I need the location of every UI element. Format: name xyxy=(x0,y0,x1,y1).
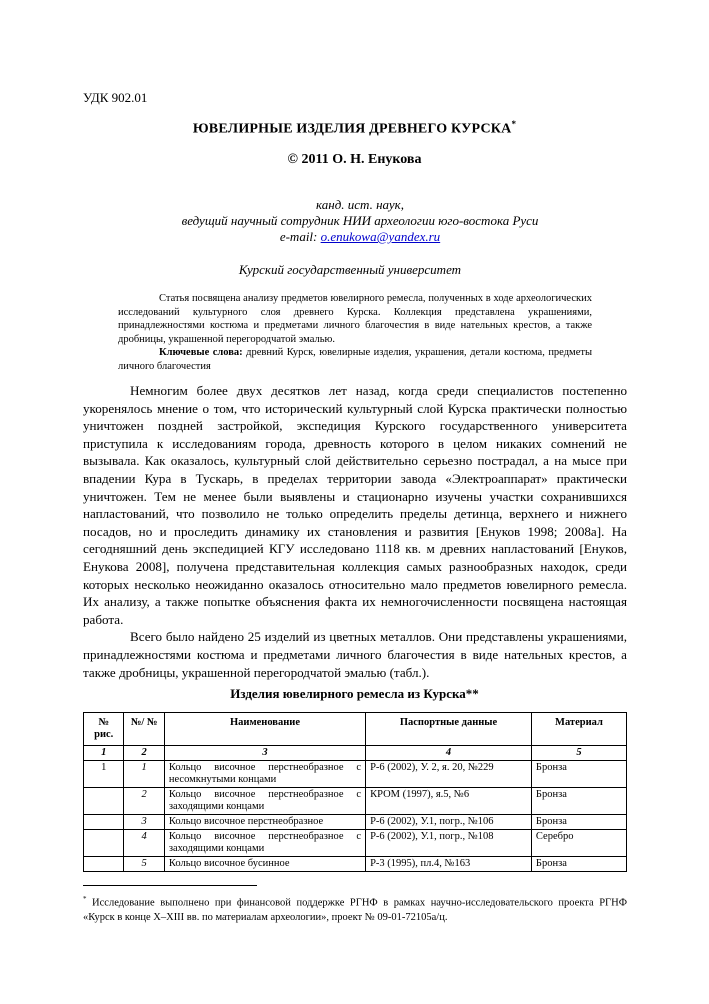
row-passport: Р-6 (2002), У.1, погр., №106 xyxy=(366,815,532,830)
row-name: Кольцо височное перстнеобразное с заходящими концами xyxy=(164,788,365,815)
body-paragraph-1: Немногим более двух десятков лет назад, когда среди специалистов постепенно укоренялось мнение о том, что исторический культурный слой Курска практически полностью уничтожен поздней застройкой, экспедиция Курского государственного университета приступила к исследованиям города, древность которого в целом никаких сомнений не вызывала. Как оказалось, культурный слой действительно серьезно пострадал, а на мысе при впадении Кура в Тускарь, в пределах территории завода «Электроаппарат» практически уничтожен. Тем не менее были выявлены и стационарно изучены участки сохранившихся напластований, что позволило не только определить пределы детинца, верхнего и нижнего посадов, но и проследить динамику их становления и развития [Енуков 1998; 2008а]. На сегодняшний день экспедицией КГУ исследовано 1118 кв. м древних напластований [Енуков, Енукова 2008], получена представительная коллекция самых разнообразных находок, среди которых несколько неожиданно оказалось относительно мало предметов ювелирного ремесла. Их анализу, а также попытке объяснения факта их немногочисленности посвящена настоящая работа. xyxy=(83,383,627,627)
header-fig-label: № рис. xyxy=(94,717,114,740)
row-fig xyxy=(84,857,124,872)
header-passport-label: Паспортные данные xyxy=(399,717,498,728)
col-number-3: 3 xyxy=(164,746,365,761)
row-passport: Р-6 (2002), У.1, погр., №108 xyxy=(366,830,532,857)
keywords-text: древний Курск, ювелирные изделия, украшения, детали костюма, предметы личного благочестия xyxy=(118,347,592,372)
table-caption xyxy=(0,686,709,702)
header-name xyxy=(164,713,365,746)
footnote-text: Исследование выполнено при финансовой поддержке РГНФ в рамках научно-исследовательского проекта РГНФ «Курск в конце X–XIII вв. по материалам археологии», проект № 09-01-72105а/ц. xyxy=(83,897,628,923)
row-num: 5 xyxy=(124,857,164,872)
header-material xyxy=(531,713,626,746)
row-num: 3 xyxy=(124,815,164,830)
abstract xyxy=(118,292,592,374)
table-row xyxy=(84,857,627,872)
row-fig: 1 xyxy=(84,761,124,788)
row-name: Кольцо височное перстнеобразное с несомкнутыми концами xyxy=(164,761,365,788)
footnote-mark: * xyxy=(83,895,87,903)
author-position: ведущий научный сотрудник НИИ археологии юго-востока Руси xyxy=(181,213,539,228)
university: Курский государственный университет xyxy=(238,262,462,277)
row-num: 4 xyxy=(124,830,164,857)
row-material: Бронза xyxy=(531,788,626,815)
row-material: Серебро xyxy=(531,830,626,857)
footnote xyxy=(83,892,627,925)
row-passport: КРОМ (1997), я.5, №6 xyxy=(366,788,532,815)
udk-code: УДК 902.01 xyxy=(83,90,148,105)
jewelry-table xyxy=(83,712,627,872)
author-degree: канд. ист. наук, xyxy=(316,197,404,212)
row-passport: Р-6 (2002), У. 2, я. 20, №229 xyxy=(366,761,532,788)
row-name: Кольцо височное перстнеобразное xyxy=(164,815,365,830)
author-line: © 2011 О. Н. Енукова xyxy=(287,152,422,167)
header-num-label: №/ № xyxy=(130,717,158,728)
row-fig xyxy=(84,788,124,815)
row-fig xyxy=(84,830,124,857)
row-fig xyxy=(84,815,124,830)
keywords xyxy=(118,346,592,373)
title-text: ЮВЕЛИРНЫЕ ИЗДЕЛИЯ ДРЕВНЕГО КУРСКА xyxy=(192,121,512,137)
row-name: Кольцо височное бусинное xyxy=(164,857,365,872)
row-material: Бронза xyxy=(531,761,626,788)
col-number-4: 4 xyxy=(366,746,532,761)
email-link[interactable]: o.enukowa@yandex.ru xyxy=(320,229,441,244)
table-row xyxy=(84,788,627,815)
row-num: 1 xyxy=(124,761,164,788)
row-material: Бронза xyxy=(531,857,626,872)
header-name-label: Наименование xyxy=(229,717,300,728)
table-number-row xyxy=(84,746,627,761)
row-passport: Р-3 (1995), пл.4, №163 xyxy=(366,857,532,872)
col-number-5: 5 xyxy=(531,746,626,761)
footnote-divider xyxy=(83,885,257,886)
table-row xyxy=(84,830,627,857)
table-row xyxy=(84,815,627,830)
article-body xyxy=(83,382,627,681)
body-paragraph-2: Всего было найдено 25 изделий из цветных металлов. Они представлены украшениями, принадлежностями костюма и предметами личного благочестия в виде нательных крестов, а также дробницы, украшенной перегородчатой эмалью (табл.). xyxy=(83,629,627,680)
table-header-row xyxy=(84,713,627,746)
title-footnote-mark[interactable]: * xyxy=(511,119,517,129)
table-caption-mark[interactable]: ** xyxy=(465,686,479,701)
header-fig xyxy=(84,713,124,746)
row-material: Бронза xyxy=(531,815,626,830)
table-caption-text: Изделия ювелирного ремесла из Курска xyxy=(230,686,466,701)
email-label: e-mail: xyxy=(279,229,318,244)
row-name: Кольцо височное перстнеобразное с заходящими концами xyxy=(164,830,365,857)
header-num xyxy=(124,713,164,746)
header-passport xyxy=(366,713,532,746)
row-num: 2 xyxy=(124,788,164,815)
header-material-label: Материал xyxy=(555,717,603,728)
table-row xyxy=(84,761,627,788)
col-number-2: 2 xyxy=(124,746,164,761)
author-email-line xyxy=(150,229,570,245)
keywords-label: Ключевые слова: xyxy=(159,347,243,359)
col-number-1: 1 xyxy=(84,746,124,761)
article-title xyxy=(0,119,709,138)
abstract-text: Статья посвящена анализу предметов ювелирного ремесла, полученных в ходе археологических исследований культурного слоя древнего Курска. Коллекция представлена украшениями, принадлежностями костюма и предметами личного благочестия в виде нательных крестов, а также дробницы, украшенной перегородчатой эмалью. xyxy=(118,293,592,345)
